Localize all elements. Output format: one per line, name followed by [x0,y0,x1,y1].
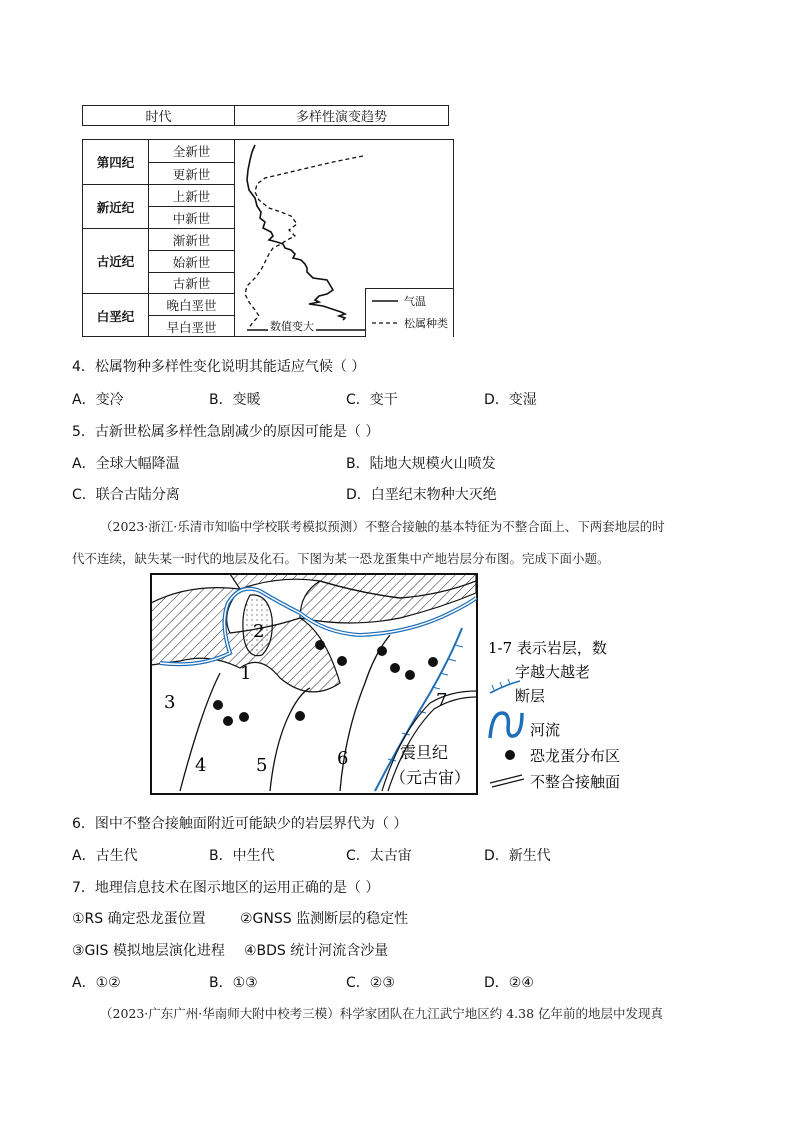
map-legend-river-icon [490,713,522,738]
epoch-late-cretaceous: 晚白垩世 [149,294,235,316]
q7-option-b: B．①③ [209,975,258,991]
q5-option-b: B．陆地大规模火山喷发 [346,456,496,472]
q7-statement-2: ②GNSS 监测断层的稳定性 [240,911,409,927]
layer-label-3: 3 [164,692,176,713]
egg-10 [428,657,438,667]
q4-option-a: A．变冷 [72,392,124,408]
map-legend-unconformity-icon-2 [492,779,524,787]
epoch-pleistocene: 更新世 [149,163,235,185]
egg-3 [239,712,249,722]
q7-statement-1: ①RS 确定恐龙蛋位置 [72,911,206,927]
map-legend-egg-icon [505,750,515,760]
epoch-pliocene: 上新世 [149,185,235,207]
table-header [82,105,449,126]
era-paleogene: 古近纪 [83,229,149,294]
temperature-curve [247,145,345,320]
map-legend-unconformity-icon-1 [490,775,522,783]
epoch-miocene: 中新世 [149,207,235,229]
intro-1-line-2: 代不连续，缺失某一时代的地层及化石。下图为某一恐龙蛋集中产地岩层分布图。完成下面小题。 [72,551,610,566]
q5-option-a: A．全球大幅降温 [72,456,180,472]
epoch-paleocene: 古新世 [149,273,235,294]
geology-map [150,573,640,798]
egg-1 [213,700,223,710]
era-column-header: 时代 [83,106,235,125]
epoch-eocene: 始新世 [149,251,235,273]
layer-label-7: 7 [436,690,448,711]
trend-column-header: 多样性演变趋势 [295,110,387,125]
q7-option-c: C．②③ [346,975,395,991]
egg-5 [315,640,325,650]
map-legend-unconformity: 不整合接触面 [530,773,621,791]
legend-temperature: 气温 [404,295,426,308]
egg-7 [377,646,387,656]
q6-option-c: C．太古宙 [346,848,412,864]
q4-option-d: D．变湿 [484,392,537,408]
map-legend-layers-2: 字越大越老 [515,663,591,681]
proterozoic-label: （元古宙） [390,768,471,787]
arrow-label: 数值变大 [270,320,314,333]
map-legend-river: 河流 [530,721,561,739]
map-legend-eggs: 恐龙蛋分布区 [530,747,621,765]
question-5: 5．古新世松属多样性急剧减少的原因可能是（ ） [72,424,380,440]
trend-legend [365,288,453,337]
layer-label-2: 2 [253,621,265,642]
question-7: 7．地理信息技术在图示地区的运用正确的是（ ） [72,880,380,896]
pine-species-curve [245,156,363,328]
question-6: 6．图中不整合接触面附近可能缺少的岩层界代为（ ） [72,816,408,832]
map-legend-fault: 断层 [515,687,546,705]
layer-label-6: 6 [337,748,349,769]
q4-option-b: B．变暖 [209,392,261,408]
map-legend-layers-1: 1-7 表示岩层，数 [488,639,607,657]
egg-4 [295,711,305,721]
q6-option-b: B．中生代 [209,848,275,864]
era-cretaceous: 白垩纪 [83,294,149,337]
epoch-holocene: 全新世 [149,140,235,163]
q5-option-d: D．白垩纪末物种大灭绝 [346,487,497,503]
q5-option-c: C．联合古陆分离 [72,487,180,503]
era-neogene: 新近纪 [83,185,149,229]
layer-label-4: 4 [195,755,207,776]
egg-2 [223,716,233,726]
question-4: 4．松属物种多样性变化说明其能适应气候（ ） [72,359,366,375]
q6-option-a: A．古生代 [72,848,138,864]
q4-option-c: C．变干 [346,392,398,408]
layer-label-5: 5 [256,755,268,776]
q7-statement-4: ④BDS 统计河流含沙量 [244,943,389,959]
epoch-early-cretaceous: 早白垩世 [149,316,235,337]
egg-6 [337,656,347,666]
era-quaternary: 第四纪 [83,140,149,185]
intro-1-line-1: （2023·浙江·乐清市知临中学校联考模拟预测）不整合接触的基本特征为不整合面上、下两套地层的时 [100,519,665,534]
egg-8 [390,663,400,673]
q6-option-d: D．新生代 [484,848,551,864]
sinian-label: 震旦纪 [400,743,449,762]
layer-label-1: 1 [240,663,252,684]
epoch-oligocene: 渐新世 [149,229,235,251]
q7-option-a: A．①② [72,975,121,991]
q7-option-d: D．②④ [484,975,534,991]
legend-swatches [372,295,400,331]
egg-9 [405,670,415,680]
intro-2: （2023·广东广州·华南师大附中校考三模）科学家团队在九江武宁地区约 4.38 亿年前的地层中发现真 [100,1006,664,1021]
legend-pine-species: 松属种类 [404,317,448,330]
q7-statement-3: ③GIS 模拟地层演化进程 [72,943,225,959]
